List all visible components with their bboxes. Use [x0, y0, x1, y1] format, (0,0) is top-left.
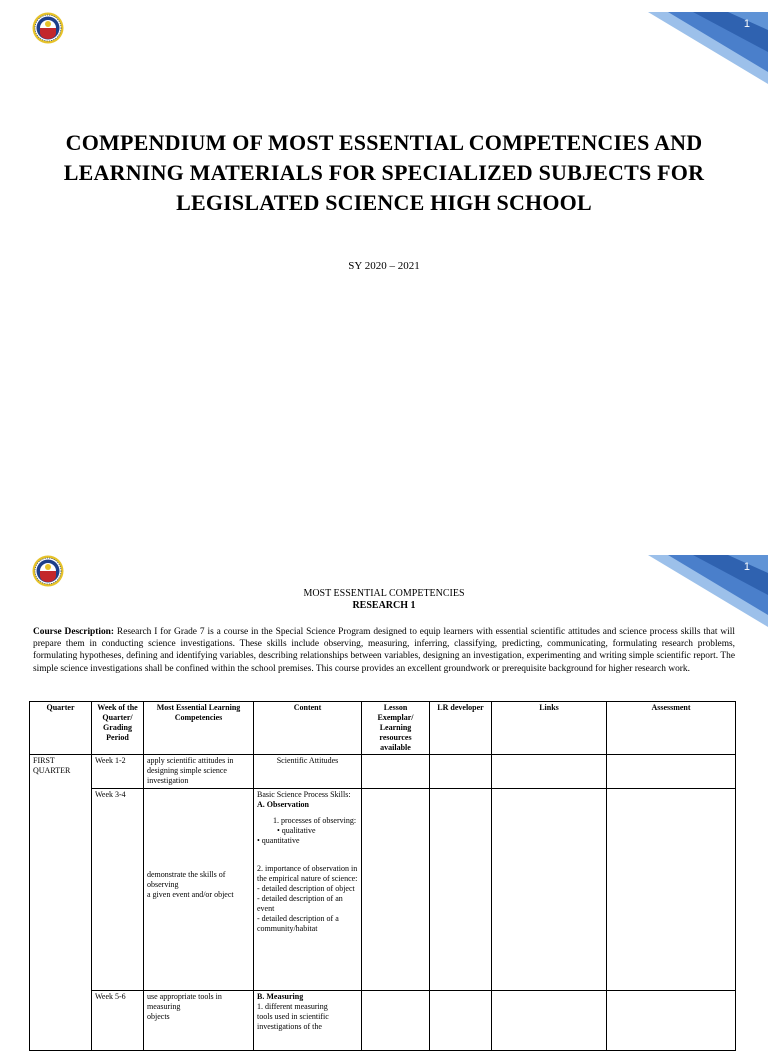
- week-cell: Week 3-4: [92, 789, 144, 991]
- page-number: 1: [743, 561, 750, 573]
- deped-seal-icon: [32, 12, 64, 44]
- content-line: - detailed description of an event: [257, 894, 343, 913]
- header-assessment: Assessment: [607, 702, 736, 755]
- table-row: [30, 789, 736, 991]
- content-intro: Basic Science Process Skills:: [257, 790, 351, 799]
- lr-cell: [430, 755, 492, 789]
- school-year: SY 2020 – 2021: [348, 260, 420, 272]
- bullet-item: • quantitative: [257, 836, 300, 845]
- melc-line: demonstrate the skills of: [147, 870, 226, 879]
- assessment-cell: [607, 755, 736, 789]
- table-header-row: [30, 702, 736, 755]
- content-line: 1. different measuring: [257, 1002, 328, 1011]
- content-line: investigations of the: [257, 1022, 322, 1031]
- assessment-cell: [607, 789, 736, 991]
- links-cell: [492, 755, 607, 789]
- course-description-label: Course Description:: [33, 627, 115, 637]
- melc-cell: [144, 789, 254, 991]
- title-line: LEARNING MATERIALS FOR SPECIALIZED SUBJECTS FOR: [63, 160, 705, 185]
- table-row: [30, 991, 736, 1051]
- title-line: LEGISLATED SCIENCE HIGH SCHOOL: [176, 190, 592, 215]
- content-cell: [254, 789, 362, 991]
- melc-line: measuring: [147, 1002, 181, 1011]
- content-cell: [254, 991, 362, 1051]
- section-heading: [0, 588, 768, 612]
- quarter-cell: FIRST QUARTER: [30, 755, 92, 1051]
- document-title: [30, 128, 738, 218]
- corner-ribbon-icon: [648, 12, 768, 84]
- header-content: Content: [254, 702, 362, 755]
- title-line: COMPENDIUM OF MOST ESSENTIAL COMPETENCIES AND: [65, 130, 703, 155]
- document-page-2: [0, 540, 768, 1031]
- subject-title: RESEARCH 1: [352, 600, 416, 611]
- bullet-item: • qualitative: [277, 826, 316, 835]
- lr-cell: [430, 991, 492, 1051]
- header-lr-developer: LR developer: [430, 702, 492, 755]
- melc-line: objects: [147, 1012, 170, 1021]
- melc-line: use appropriate tools in: [147, 992, 222, 1001]
- table-row: [30, 755, 736, 789]
- week-cell: Week 5-6: [92, 991, 144, 1051]
- week-cell: Week 1-2: [92, 755, 144, 789]
- list-item: 1. processes of observing:: [281, 816, 358, 826]
- heading-text: MOST ESSENTIAL COMPETENCIES: [303, 588, 465, 599]
- melc-line: observing: [147, 880, 179, 889]
- assessment-cell: [607, 991, 736, 1051]
- deped-seal-icon: [32, 555, 64, 587]
- lesson-cell: [362, 755, 430, 789]
- content-line: tools used in scientific: [257, 1012, 329, 1021]
- lesson-cell: [362, 991, 430, 1051]
- content-list: [257, 816, 358, 826]
- header-week: Week of the Quarter/ Grading Period: [92, 702, 144, 755]
- melc-cell: apply scientific attitudes in designing simple science investigation: [144, 755, 254, 789]
- content-cell: Scientific Attitudes: [254, 755, 362, 789]
- course-description: [33, 626, 735, 675]
- page-number: 1: [743, 18, 750, 30]
- melc-cell: [144, 991, 254, 1051]
- course-description-text: Research I for Grade 7 is a course in the Special Science Program designed to equip learners with essential scientific attitudes and science process skills that will prepare them in conducting science investigations. These skills include observing, measuring, inferring, classifying, predicting, communicating, formulating research problems, formulating hypotheses, defining and identifying variables, describing relationships between variables, designing an investigation, experimenting and writing simple scientific report. The simple science investigations shall be confined within the school premises. This course provides an excellent groundwork or prerequisite background for higher research work.: [33, 627, 735, 674]
- competencies-table: [29, 701, 736, 1051]
- lesson-cell: [362, 789, 430, 991]
- header-melc: Most Essential Learning Competencies: [144, 702, 254, 755]
- content-line: 2. importance of observation in the empirical nature of science:: [257, 864, 358, 883]
- content-heading: A. Observation: [257, 800, 309, 809]
- content-line: - detailed description of object: [257, 884, 355, 893]
- header-links: Links: [492, 702, 607, 755]
- header-lesson-exemplar: Lesson Exemplar/ Learning resources available: [362, 702, 430, 755]
- links-cell: [492, 991, 607, 1051]
- melc-line: a given event and/or object: [147, 890, 234, 899]
- content-line: - detailed description of a community/habitat: [257, 914, 339, 933]
- header-quarter: Quarter: [30, 702, 92, 755]
- content-heading: B. Measuring: [257, 992, 304, 1001]
- lr-cell: [430, 789, 492, 991]
- links-cell: [492, 789, 607, 991]
